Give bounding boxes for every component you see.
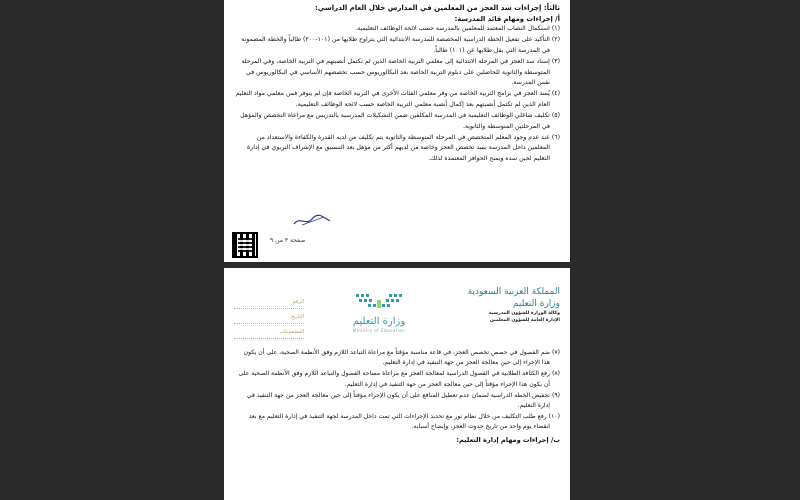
letterhead-org: [450, 286, 560, 324]
document-page-2: [224, 268, 570, 500]
meta-date: التاريخ: [234, 311, 304, 324]
section-heading: ثالثاً: إجراءات سد العجز من المعلمين في المدارس خلال العام الدراسي:: [314, 4, 560, 12]
signature-icon: [292, 212, 332, 228]
department-name: الإدارة العامة للشؤون المعلمين: [489, 318, 560, 323]
letter-meta: [234, 296, 304, 341]
meta-attachments: المشفوعات: [234, 326, 304, 339]
ministry-name: وزارة التعليم: [512, 299, 560, 309]
logo-text: وزارة التعليم: [352, 316, 406, 327]
logo-text-en: Ministry of Education: [352, 328, 406, 333]
list-item: (١) استكمال النصاب المعتمد للمعلمين بالمدرسة حسب لائحة الوظائف التعليمية.: [355, 25, 560, 32]
list-item: (٤) يُسد العجز في برامج التربية الخاصة من وفر معلمي الفئات الأخرى في التربية الخاصة فإن لم يتوفر فمن معلمي مواد التعليم العام الذين لم تكتمل أنصبتهم بعد إكمال أنصبة معلمي التربية الخاصة حسب لائحة الوظائف التعليمية.: [235, 90, 560, 108]
section-subheading: أ/ إجراءات ومهام قائد المدرسة:: [454, 15, 560, 23]
page-footer: [230, 232, 562, 258]
list-item: (٦) عند عدم وجود المعلم المتخصص في المرحلة المتوسطة والثانوية يتم تكليف من لديه القدرة والكفاءة والاستعداد من المعلمين داخل المدرسة بسد تخصص العجز وخاصة من لديهم أكثر من مؤهل بعد التنسيق مع الإشراف التربوي في إدارة التعليم لحين سده ويمنح الحوافز المعتمدة لذلك.: [247, 134, 560, 162]
page-number: صفحة ٣ من ٩: [270, 237, 306, 244]
list-item: (٧) ضم الفصول في حصص تخصص العجز، في قاعة مناسبة مؤقتاً مع مراعاة التباعد اللازم وفق الأنظمة الصحية، على أن يكون هذا الإجراء إلى حين معالجة العجز من جهة التنفيذ في إدارة التعليم.: [243, 349, 560, 367]
agency-name: وكالة الوزارة للشؤون المدرسية: [488, 311, 560, 316]
ministry-logo-icon: [354, 292, 404, 310]
meta-number: الرقم: [234, 296, 304, 309]
document-page-1: [224, 0, 570, 262]
ministry-logo: [324, 292, 434, 333]
list-item: (٩) تخفيض الخطة الدراسية لضمان عدم تعطيل المنافع على أن يكون الإجراء مؤقتاً إلى حين معالجة العجز من جهة التنفيذ في إدارة التعليم.: [246, 391, 560, 410]
kingdom-name: المملكة العربية السعودية: [467, 287, 560, 297]
list-item: (٥) تكليف شاغلي الوظائف التعليمية في المدرسة المكلفين ضمن التشكيلات المدرسية بالتدريس مع مراعاة التخصص والمؤهل في المرحلتين المتوسطة والثانوية.: [240, 112, 560, 130]
letterhead: [234, 286, 560, 348]
list-item: (٨) رفع الكثافة الطلابية في الفصول الدراسية لمعالجة العجز مع مراعاة مساحة الفصول والتباعد اللازم وفق الأنظمة الصحية على أن يكون هذا الإجراء مؤقتاً إلى حين معالجة العجز من جهة التنفيذ في إدارة التعليم.: [238, 370, 560, 388]
qr-code-icon: [232, 232, 258, 258]
section-subheading: ب/ إجراءات ومهام إدارة التعليم:: [456, 435, 560, 444]
list-item: (٣) إسناد سد العجز في المرحلة الابتدائية إلى معلمي التربية الخاصة الذين لم تكتمل أنصبتهم في التربية الخاصة، وفي المرحلة المتوسطة والثانوية للحاصلين على دبلوم التربية الخاصة بعد البكالوريوس حسب تخصصهم الأساسي في البكالوريوس في نفس المدرسة.: [241, 58, 560, 87]
list-item: (٢) التأكيد على تفعيل الخطة الدراسية المخصصة للمدرسة الابتدائية التي يتراوح طلابها من (١٠١-٢٠٠) طالباً والخطة المضمونة في المدرسة التي يقل طلابها عن (١٠١) طالباً.: [241, 36, 560, 54]
list-item: (١٠) رفع طلب التكليف من خلال نظام نور مع تحديد الإجراءات التي تمت داخل المدرسة لجهة التنفيذ في إدارة التعليم مع بعد انقضاء يوم واحد من تاريخ حدوث العجز، وإيضاح أسبابه.: [248, 413, 560, 431]
